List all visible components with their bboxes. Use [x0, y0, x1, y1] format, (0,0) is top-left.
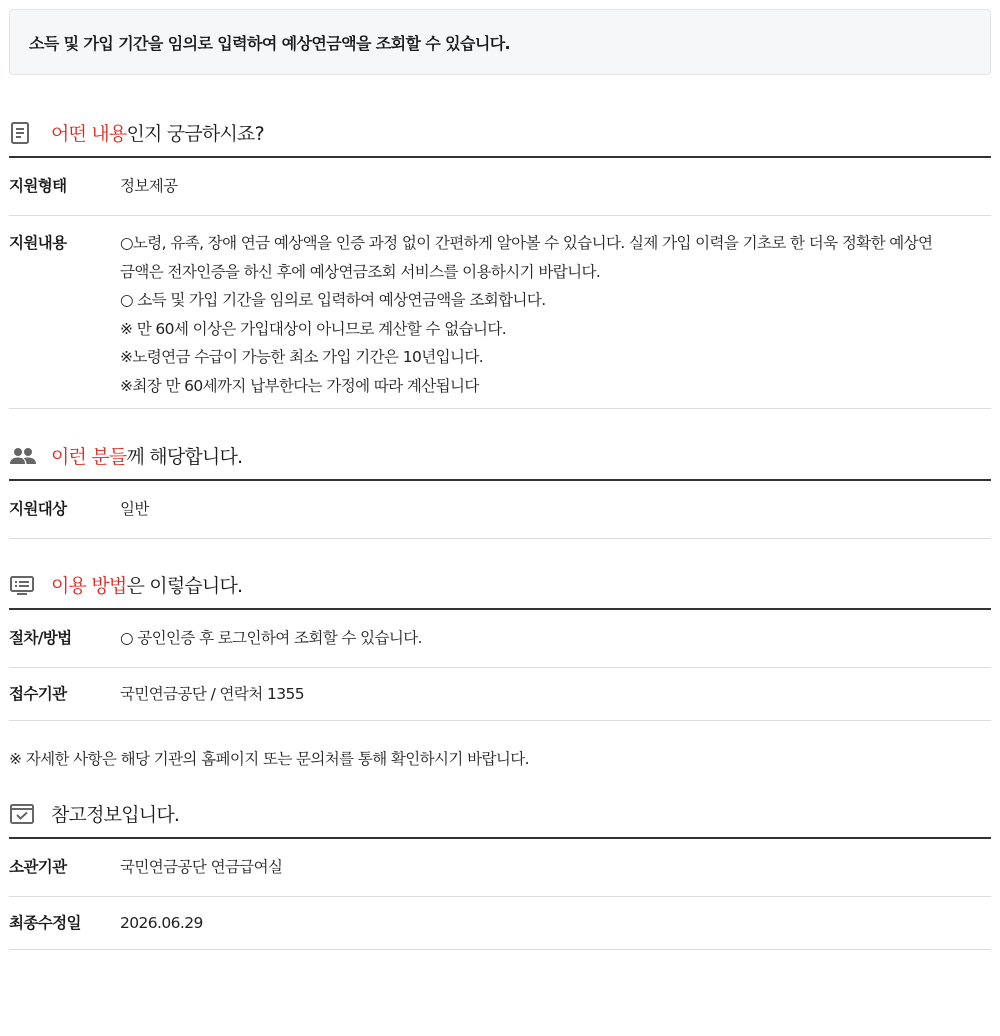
row-procedure: [9, 610, 991, 668]
list-monitor-icon: [9, 572, 39, 598]
document-icon: [9, 120, 39, 146]
people-icon: [9, 443, 39, 469]
content-line: ○노령, 유족, 장애 연금 예상액을 인증 과정 없이 간편하게 알아볼 수 있습니다. 실제 가입 이력을 기초로 한 더욱 정확한 예상연: [120, 234, 933, 252]
section-how-title: 은 이렇습니다.: [126, 575, 243, 597]
content-line: ※노령연금 수급이 가능한 최소 가입 기간은 10년입니다.: [120, 348, 484, 366]
content-line: ※ 만 60세 이상은 가입대상이 아니므로 계산할 수 없습니다.: [120, 319, 507, 338]
row-label: 절차/방법: [9, 629, 72, 648]
row-label: 지원대상: [9, 500, 67, 519]
row-support-target: [9, 481, 991, 539]
row-label: 소관기관: [9, 858, 67, 877]
service-detail: [9, 9, 991, 950]
row-value: ○ 공인인증 후 로그인하여 조회할 수 있습니다.: [120, 629, 422, 648]
section-how-title-highlight: 이용 방법: [51, 575, 127, 597]
section-what-title-highlight: 어떤 내용: [51, 123, 127, 145]
row-last-updated: [9, 897, 991, 950]
section-what-header: [9, 110, 991, 158]
row-receiving-agency: [9, 668, 991, 721]
summary-box: [9, 9, 991, 75]
row-label: 최종수정일: [9, 913, 81, 932]
row-support-type: [9, 158, 991, 216]
section-who-header: [9, 433, 991, 481]
section-ref-header: [9, 791, 991, 839]
section-how-header: [9, 562, 991, 610]
row-value-lines: [120, 229, 991, 408]
row-value: 국민연금공단 / 연락처 1355: [120, 684, 305, 703]
row-label: 지원내용: [9, 234, 67, 252]
checkbox-card-icon: [9, 801, 39, 827]
summary-text: 소득 및 가입 기간을 임의로 입력하여 예상연금액을 조회할 수 있습니다.: [29, 33, 511, 53]
section-ref-title: 참고정보입니다.: [51, 804, 180, 826]
section-who-title: 께 해당합니다.: [126, 446, 243, 468]
row-value: 정보제공: [120, 177, 178, 196]
content-line: 금액은 전자인증을 하신 후에 예상연금조회 서비스를 이용하시기 바랍니다.: [120, 262, 601, 281]
notice-text: ※ 자세한 사항은 해당 기관의 홈페이지 또는 문의처를 통해 확인하시기 바랍니다.: [9, 750, 529, 768]
row-department: [9, 839, 991, 897]
content-line: ※최장 만 60세까지 납부한다는 가정에 따라 계산됩니다: [120, 376, 479, 395]
section-who-title-highlight: 이런 분들: [51, 446, 127, 468]
content-line: ○ 소득 및 가입 기간을 임의로 입력하여 예상연금액을 조회합니다.: [120, 291, 546, 309]
row-value: 2026.06.29: [120, 913, 203, 932]
row-label: 접수기관: [9, 684, 67, 703]
row-value: 국민연금공단 연금급여실: [120, 858, 283, 877]
row-support-content: [9, 216, 991, 409]
row-label: 지원형태: [9, 177, 67, 196]
section-what-title: 인지 궁금하시죠?: [126, 123, 264, 145]
row-value: 일반: [120, 500, 149, 519]
